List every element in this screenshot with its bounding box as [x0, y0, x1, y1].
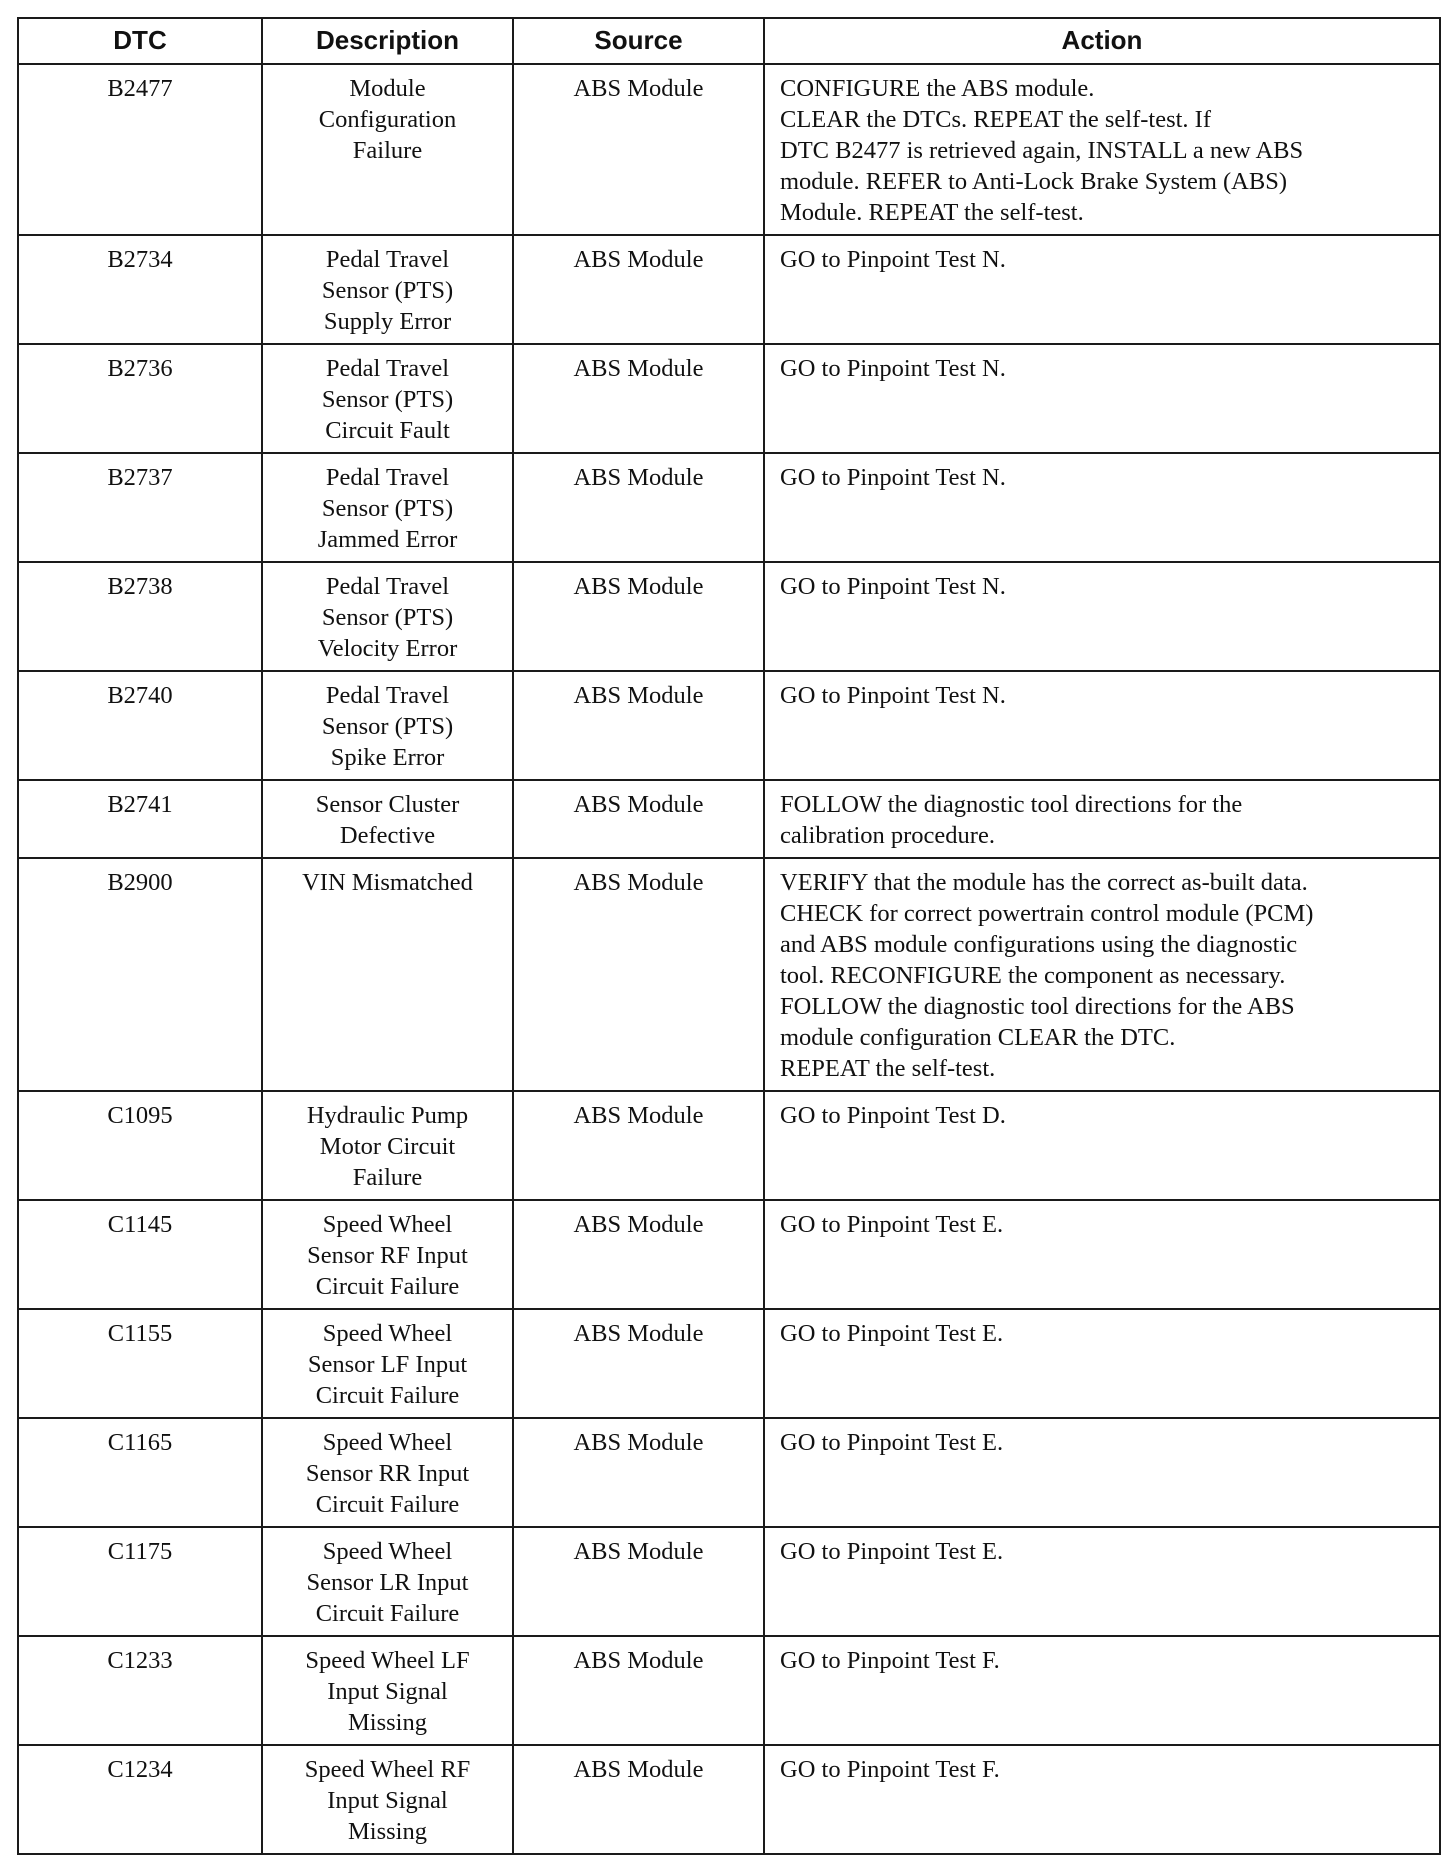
dtc-description [262, 64, 513, 235]
dtc-description-text: Pedal Travel Sensor (PTS) Jammed Error [317, 464, 458, 553]
dtc-code [18, 1309, 262, 1418]
dtc-action-text: GO to Pinpoint Test N. [780, 355, 1006, 382]
dtc-source [513, 344, 764, 453]
dtc-code [18, 235, 262, 344]
dtc-action-text: CONFIGURE the ABS module. CLEAR the DTCs. REPEAT the self-test. If DTC B2477 is retrieved again, INSTALL a new ABS module. REFER to Anti-Lock Brake System (ABS) Module. REPEAT the self-test. [780, 75, 1304, 226]
dtc-code-text: C1165 [107, 1429, 173, 1456]
dtc-action-text: GO to Pinpoint Test F. [780, 1647, 1000, 1674]
dtc-description [262, 1200, 513, 1309]
dtc-action [764, 1418, 1440, 1527]
dtc-source-text: ABS Module [573, 1320, 704, 1347]
dtc-action-text: GO to Pinpoint Test E. [780, 1320, 1004, 1347]
table-row [18, 562, 1440, 671]
table-header [18, 18, 1440, 64]
dtc-description [262, 1418, 513, 1527]
table-row [18, 1200, 1440, 1309]
dtc-source [513, 1418, 764, 1527]
dtc-code [18, 1200, 262, 1309]
dtc-code-text: B2738 [107, 573, 173, 600]
table-row [18, 1745, 1440, 1854]
dtc-action-text: GO to Pinpoint Test N. [780, 464, 1006, 491]
dtc-code [18, 1091, 262, 1200]
dtc-action [764, 1309, 1440, 1418]
dtc-source-text: ABS Module [573, 573, 704, 600]
dtc-description-text: Speed Wheel Sensor RF Input Circuit Failure [307, 1211, 468, 1300]
dtc-source [513, 453, 764, 562]
dtc-description-text: Module Configuration Failure [318, 75, 457, 164]
table-row [18, 1636, 1440, 1745]
dtc-description-text: VIN Mismatched [302, 869, 473, 896]
dtc-action [764, 235, 1440, 344]
dtc-action-text: GO to Pinpoint Test N. [780, 682, 1006, 709]
dtc-code-text: B2740 [107, 682, 173, 709]
dtc-code-text: B2734 [107, 246, 173, 273]
dtc-source-text: ABS Module [573, 1429, 704, 1456]
header-source: Source [513, 18, 764, 64]
dtc-action-text: GO to Pinpoint Test F. [780, 1756, 1000, 1783]
dtc-code [18, 1745, 262, 1854]
dtc-description [262, 1745, 513, 1854]
dtc-action [764, 1527, 1440, 1636]
dtc-action [764, 780, 1440, 858]
dtc-description-text: Pedal Travel Sensor (PTS) Spike Error [321, 682, 454, 771]
table-row [18, 858, 1440, 1091]
dtc-description-text: Pedal Travel Sensor (PTS) Circuit Fault [321, 355, 454, 444]
dtc-action-text: GO to Pinpoint Test D. [780, 1102, 1006, 1129]
table-row [18, 453, 1440, 562]
dtc-description [262, 562, 513, 671]
header-description: Description [262, 18, 513, 64]
dtc-source [513, 780, 764, 858]
dtc-code [18, 1636, 262, 1745]
dtc-description-text: Speed Wheel Sensor LF Input Circuit Failure [307, 1320, 468, 1409]
dtc-source-text: ABS Module [573, 75, 704, 102]
dtc-action-text: FOLLOW the diagnostic tool directions for the calibration procedure. [780, 791, 1243, 849]
dtc-source [513, 1091, 764, 1200]
dtc-description-text: Speed Wheel RF Input Signal Missing [304, 1756, 471, 1845]
dtc-code-text: B2736 [107, 355, 173, 382]
dtc-action [764, 1200, 1440, 1309]
dtc-source [513, 858, 764, 1091]
dtc-code-text: C1095 [107, 1102, 173, 1129]
dtc-code [18, 671, 262, 780]
dtc-action [764, 858, 1440, 1091]
dtc-code-text: C1234 [107, 1756, 173, 1783]
dtc-source [513, 1636, 764, 1745]
dtc-action [764, 1745, 1440, 1854]
dtc-description [262, 858, 513, 1091]
dtc-description [262, 235, 513, 344]
dtc-description [262, 344, 513, 453]
table-row [18, 1418, 1440, 1527]
dtc-code-text: C1155 [107, 1320, 173, 1347]
header-dtc: DTC [18, 18, 262, 64]
dtc-source [513, 671, 764, 780]
dtc-source [513, 64, 764, 235]
dtc-code-text: C1233 [107, 1647, 173, 1674]
dtc-source [513, 235, 764, 344]
dtc-source [513, 1527, 764, 1636]
table-row [18, 344, 1440, 453]
dtc-code-text: B2477 [107, 75, 173, 102]
dtc-code-text: C1145 [107, 1211, 173, 1238]
dtc-description [262, 1309, 513, 1418]
dtc-description-text: Speed Wheel Sensor RR Input Circuit Failure [305, 1429, 470, 1518]
dtc-source-text: ABS Module [573, 1102, 704, 1129]
dtc-source [513, 562, 764, 671]
dtc-source-text: ABS Module [573, 246, 704, 273]
dtc-description [262, 1527, 513, 1636]
dtc-description [262, 453, 513, 562]
dtc-code [18, 858, 262, 1091]
dtc-code [18, 562, 262, 671]
table-row [18, 1309, 1440, 1418]
dtc-source [513, 1309, 764, 1418]
dtc-source-text: ABS Module [573, 682, 704, 709]
table-row [18, 1091, 1440, 1200]
dtc-source [513, 1200, 764, 1309]
dtc-description-text: Sensor Cluster Defective [315, 791, 460, 849]
dtc-action [764, 1091, 1440, 1200]
dtc-description [262, 1091, 513, 1200]
table-row [18, 235, 1440, 344]
dtc-code [18, 1418, 262, 1527]
dtc-source-text: ABS Module [573, 791, 704, 818]
dtc-action [764, 64, 1440, 235]
header-row [18, 18, 1440, 64]
dtc-code-text: B2741 [107, 791, 173, 818]
dtc-description-text: Speed Wheel Sensor LR Input Circuit Failure [306, 1538, 469, 1627]
dtc-action [764, 562, 1440, 671]
dtc-description [262, 1636, 513, 1745]
dtc-description [262, 780, 513, 858]
dtc-code-text: C1175 [107, 1538, 173, 1565]
dtc-source-text: ABS Module [573, 1211, 704, 1238]
dtc-action-text: GO to Pinpoint Test E. [780, 1429, 1004, 1456]
dtc-source-text: ABS Module [573, 1538, 704, 1565]
table-body [18, 64, 1440, 1854]
dtc-action [764, 453, 1440, 562]
dtc-code [18, 780, 262, 858]
table-row [18, 64, 1440, 235]
dtc-action [764, 344, 1440, 453]
dtc-action-text: GO to Pinpoint Test E. [780, 1538, 1004, 1565]
dtc-action-text: GO to Pinpoint Test N. [780, 573, 1006, 600]
dtc-description-text: Pedal Travel Sensor (PTS) Velocity Error [317, 573, 458, 662]
dtc-action [764, 1636, 1440, 1745]
dtc-code-text: B2737 [107, 464, 173, 491]
dtc-action-text: GO to Pinpoint Test N. [780, 246, 1006, 273]
dtc-source-text: ABS Module [573, 464, 704, 491]
dtc-description-text: Hydraulic Pump Motor Circuit Failure [306, 1102, 469, 1191]
table-row [18, 780, 1440, 858]
dtc-code [18, 64, 262, 235]
dtc-source-text: ABS Module [573, 355, 704, 382]
dtc-description-text: Pedal Travel Sensor (PTS) Supply Error [321, 246, 454, 335]
dtc-description [262, 671, 513, 780]
dtc-source-text: ABS Module [573, 1647, 704, 1674]
dtc-code-text: B2900 [107, 869, 173, 896]
dtc-action-text: VERIFY that the module has the correct as-built data. CHECK for correct powertrain control module (PCM) and ABS module configurations using the diagnostic tool. RECONFIGURE the component as necessary. FOLLOW the diagnostic tool directions for the ABS module configuration CLEAR the DTC. REPEAT the self-test. [780, 869, 1314, 1082]
dtc-description-text: Speed Wheel LF Input Signal Missing [305, 1647, 470, 1736]
dtc-code [18, 453, 262, 562]
dtc-action [764, 671, 1440, 780]
dtc-action-text: GO to Pinpoint Test E. [780, 1211, 1004, 1238]
dtc-code [18, 344, 262, 453]
dtc-source [513, 1745, 764, 1854]
dtc-source-text: ABS Module [573, 869, 704, 896]
dtc-table [17, 17, 1441, 1855]
table-row [18, 1527, 1440, 1636]
table-row [18, 671, 1440, 780]
dtc-code [18, 1527, 262, 1636]
dtc-source-text: ABS Module [573, 1756, 704, 1783]
header-action: Action [764, 18, 1440, 64]
